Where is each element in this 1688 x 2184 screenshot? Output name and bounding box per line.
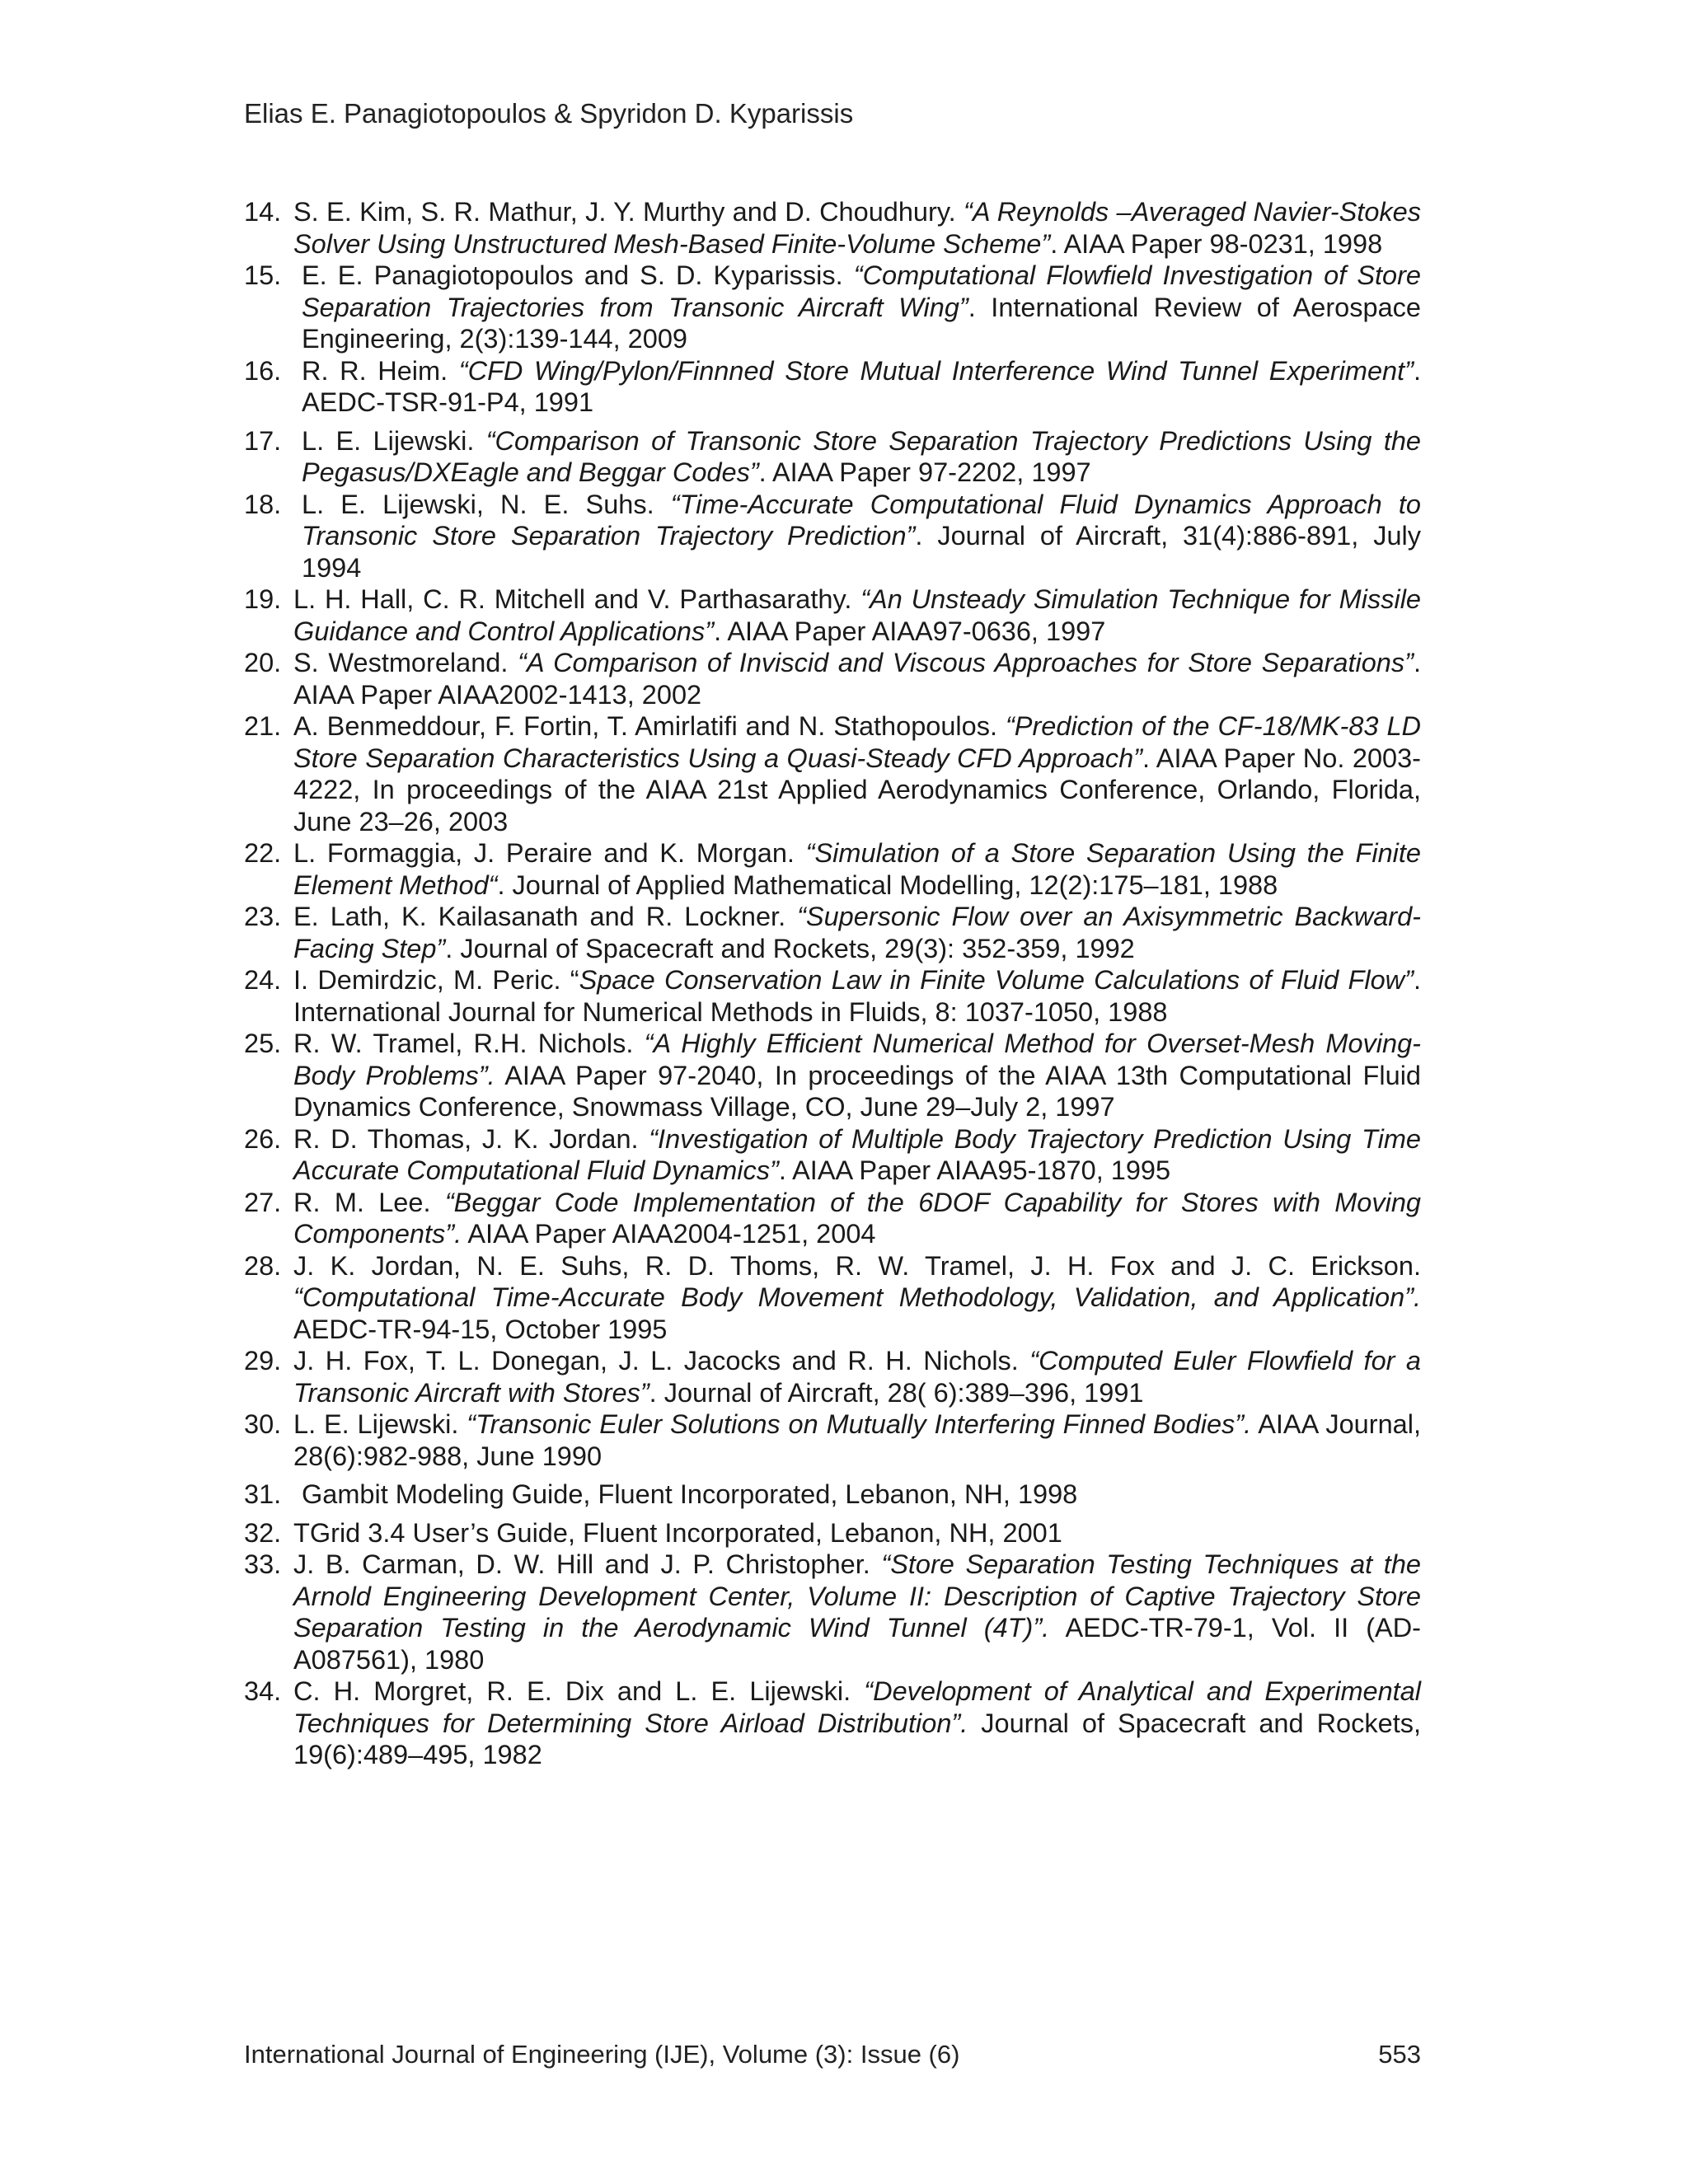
reference-authors: J. K. Jordan, N. E. Suhs, R. D. Thoms, R. W. Tramel, J. H. Fox and J. C. Erickson. [293, 1250, 1421, 1281]
reference-authors: I. Demirdzic, M. Peric. “ [293, 965, 579, 995]
reference-title: “A Reynolds –Averaged Navier-Stokes Solver Using Unstructured Mesh-Based Finite-Volume Scheme” [293, 197, 1421, 259]
reference-source: . AIAA Paper AIAA2002-1413, 2002 [293, 648, 1421, 710]
reference-number: 30. [244, 1409, 282, 1439]
reference-authors: L. E. Lijewski. [293, 1409, 467, 1439]
reference-title: “Computed Euler Flowfield for a Transonic Aircraft with Stores” [293, 1346, 1422, 1408]
reference-title: “Development of Analytical and Experimental Techniques for Determining Store Airload Distribution”. [293, 1676, 1421, 1738]
reference-source: AIAA Journal, 28(6):982-988, June 1990 [293, 1409, 1421, 1471]
reference-item [244, 489, 1421, 584]
reference-title: “Store Separation Testing Techniques at the Arnold Engineering Development Center, Volume II: Description of Captive Trajectory Store Separation Testing in the Aerodynamic Wind Tunnel (4T)”. [293, 1549, 1421, 1643]
reference-item [244, 1408, 1421, 1472]
reference-authors: TGrid 3.4 User’s Guide, Fluent Incorporated, Lebanon, NH, 2001 [293, 1517, 1062, 1548]
reference-item [244, 583, 1421, 647]
reference-source: . International Journal for Numerical Methods in Fluids, 8: 1037-1050, 1988 [293, 965, 1421, 1027]
reference-source: . AIAA Paper 97-2202, 1997 [758, 457, 1091, 487]
running-head-authors: Elias E. Panagiotopoulos & Spyridon D. Kyparissis [244, 98, 854, 129]
reference-number: 31. [244, 1479, 282, 1509]
reference-number: 25. [244, 1029, 282, 1058]
reference-number: 20. [244, 648, 282, 677]
page-footer [244, 2039, 1421, 2070]
reference-title: “Computational Time-Accurate Body Movement Methodology, Validation, and Application”. [293, 1282, 1421, 1312]
reference-authors: Gambit Modeling Guide, Fluent Incorporated, Lebanon, NH, 1998 [302, 1479, 1078, 1509]
reference-source: . Journal of Aircraft, 31(4):886-891, July 1994 [302, 521, 1421, 583]
reference-authors: L. E. Lijewski, N. E. Suhs. [302, 489, 671, 519]
reference-title: “Beggar Code Implementation of the 6DOF Capability for Stores with Moving Components”. [293, 1187, 1421, 1249]
reference-item [244, 1187, 1421, 1250]
reference-number: 16. [244, 355, 282, 386]
reference-number: 29. [244, 1346, 282, 1376]
reference-title: “Supersonic Flow over an Axisymmetric Backward-Facing Step” [293, 902, 1421, 963]
reference-number: 26. [244, 1123, 282, 1154]
reference-title: “Investigation of Multiple Body Trajectory Prediction Using Time Accurate Computational Fluid Dynamics” [293, 1123, 1421, 1185]
reference-title: “CFD Wing/Pylon/Finnned Store Mutual Interference Wind Tunnel Experiment” [458, 355, 1414, 386]
reference-authors: R. D. Thomas, J. K. Jordan. [293, 1123, 649, 1154]
page-number: 553 [1378, 2040, 1421, 2069]
reference-item [244, 1345, 1421, 1408]
reference-item [244, 260, 1421, 355]
reference-source: . AIAA Paper 98-0231, 1998 [1050, 228, 1383, 259]
reference-title: “Simulation of a Store Separation Using the Finite Element Method“ [293, 838, 1421, 900]
reference-item [244, 425, 1421, 489]
reference-authors: E. Lath, K. Kailasanath and R. Lockner. [293, 902, 798, 931]
reference-number: 14. [244, 197, 282, 227]
reference-item [244, 1123, 1421, 1187]
reference-source: . AIAA Paper AIAA95-1870, 1995 [778, 1155, 1171, 1185]
reference-item [244, 1028, 1421, 1123]
reference-authors: R. M. Lee. [293, 1187, 445, 1217]
reference-item [244, 901, 1421, 964]
reference-source: AIAA Paper 97-2040, In proceedings of the AIAA 13th Computational Fluid Dynamics Conference, Snowmass Village, CO, June 29–July 2, 1997 [293, 1060, 1421, 1122]
reference-source: AIAA Paper AIAA2004-1251, 2004 [462, 1219, 876, 1249]
reference-title: “Computational Flowfield Investigation of Store Separation Trajectories from Transonic Aircraft Wing” [302, 260, 1421, 322]
reference-authors: L. Formaggia, J. Peraire and K. Morgan. [293, 838, 806, 868]
reference-source: . AIAA Paper AIAA97-0636, 1997 [714, 616, 1106, 646]
reference-authors: J. B. Carman, D. W. Hill and J. P. Christopher. [293, 1549, 882, 1579]
reference-title: “Comparison of Transonic Store Separation Trajectory Predictions Using the Pegasus/DXEagle and Beggar Codes” [302, 425, 1422, 487]
reference-source: . International Review of Aerospace Engineering, 2(3):139-144, 2009 [302, 292, 1421, 354]
footer-journal: International Journal of Engineering (IJE), Volume (3): Issue (6) [244, 2040, 960, 2069]
reference-item [244, 355, 1421, 419]
reference-number: 27. [244, 1187, 282, 1217]
reference-number: 17. [244, 425, 282, 456]
reference-title: “A Comparison of Inviscid and Viscous Approaches for Store Separations” [518, 648, 1414, 677]
reference-authors: L. E. Lijewski. [302, 425, 486, 456]
reference-number: 18. [244, 489, 282, 519]
reference-title: “A Highly Efficient Numerical Method for Overset-Mesh Moving-Body Problems”. [293, 1029, 1421, 1090]
reference-number: 23. [244, 902, 282, 931]
reference-item [244, 647, 1421, 710]
reference-authors: S. E. Kim, S. R. Mathur, J. Y. Murthy and D. Choudhury. [293, 197, 964, 227]
reference-title: “An Unsteady Simulation Technique for Missile Guidance and Control Applications” [293, 584, 1421, 646]
reference-item [244, 1549, 1421, 1675]
reference-item [244, 964, 1421, 1028]
reference-source: Journal of Spacecraft and Rockets, 19(6):489–495, 1982 [293, 1708, 1421, 1769]
reference-item [244, 1479, 1421, 1511]
reference-source: AEDC-TR-94-15, October 1995 [293, 1314, 668, 1344]
reference-item [244, 1675, 1421, 1771]
reference-number: 32. [244, 1517, 282, 1548]
reference-number: 33. [244, 1549, 282, 1579]
reference-authors: E. E. Panagiotopoulos and S. D. Kyparissis. [302, 260, 854, 290]
reference-number: 22. [244, 838, 282, 868]
reference-title: “Prediction of the CF-18/MK-83 LD Store Separation Characteristics Using a Quasi-Steady CFD Approach” [293, 711, 1421, 773]
reference-authors: S. Westmoreland. [293, 648, 518, 677]
reference-source: AEDC-TR-79-1, Vol. II (AD-A087561), 1980 [293, 1613, 1421, 1675]
reference-authors: C. H. Morgret, R. E. Dix and L. E. Lijewski. [293, 1676, 865, 1706]
reference-item [244, 1250, 1421, 1346]
reference-authors: L. H. Hall, C. R. Mitchell and V. Parthasarathy. [293, 584, 861, 614]
reference-number: 34. [244, 1676, 282, 1706]
reference-title: “Transonic Euler Solutions on Mutually Interfering Finned Bodies”. [467, 1409, 1252, 1439]
reference-item [244, 710, 1421, 837]
reference-item [244, 196, 1421, 260]
reference-source: . AIAA Paper No. 2003-4222, In proceedings of the AIAA 21st Applied Aerodynamics Conference, Orlando, Florida, June 23–26, 2003 [293, 743, 1422, 837]
reference-authors: J. H. Fox, T. L. Donegan, J. L. Jacocks and R. H. Nichols. [293, 1346, 1030, 1376]
reference-number: 19. [244, 584, 282, 614]
reference-authors: R. W. Tramel, R.H. Nichols. [293, 1029, 645, 1058]
reference-title: “Time-Accurate Computational Fluid Dynamics Approach to Transonic Store Separation Trajectory Prediction” [302, 489, 1421, 551]
reference-list [244, 196, 1421, 1771]
reference-number: 28. [244, 1250, 282, 1281]
reference-number: 24. [244, 965, 282, 995]
reference-authors: R. R. Heim. [302, 355, 459, 386]
reference-title: Space Conservation Law in Finite Volume Calculations of Fluid Flow” [579, 965, 1414, 995]
reference-source: . Journal of Aircraft, 28( 6):389–396, 1991 [649, 1377, 1144, 1408]
reference-source: . AEDC-TSR-91-P4, 1991 [302, 355, 1421, 417]
reference-authors: A. Benmeddour, F. Fortin, T. Amirlatifi and N. Stathopoulos. [293, 711, 1006, 741]
reference-number: 15. [244, 260, 282, 290]
reference-item [244, 837, 1421, 901]
reference-source: . Journal of Spacecraft and Rockets, 29(3): 352-359, 1992 [445, 933, 1135, 963]
reference-item [244, 1517, 1421, 1549]
reference-source: . Journal of Applied Mathematical Modelling, 12(2):175–181, 1988 [497, 869, 1278, 900]
reference-number: 21. [244, 711, 282, 741]
